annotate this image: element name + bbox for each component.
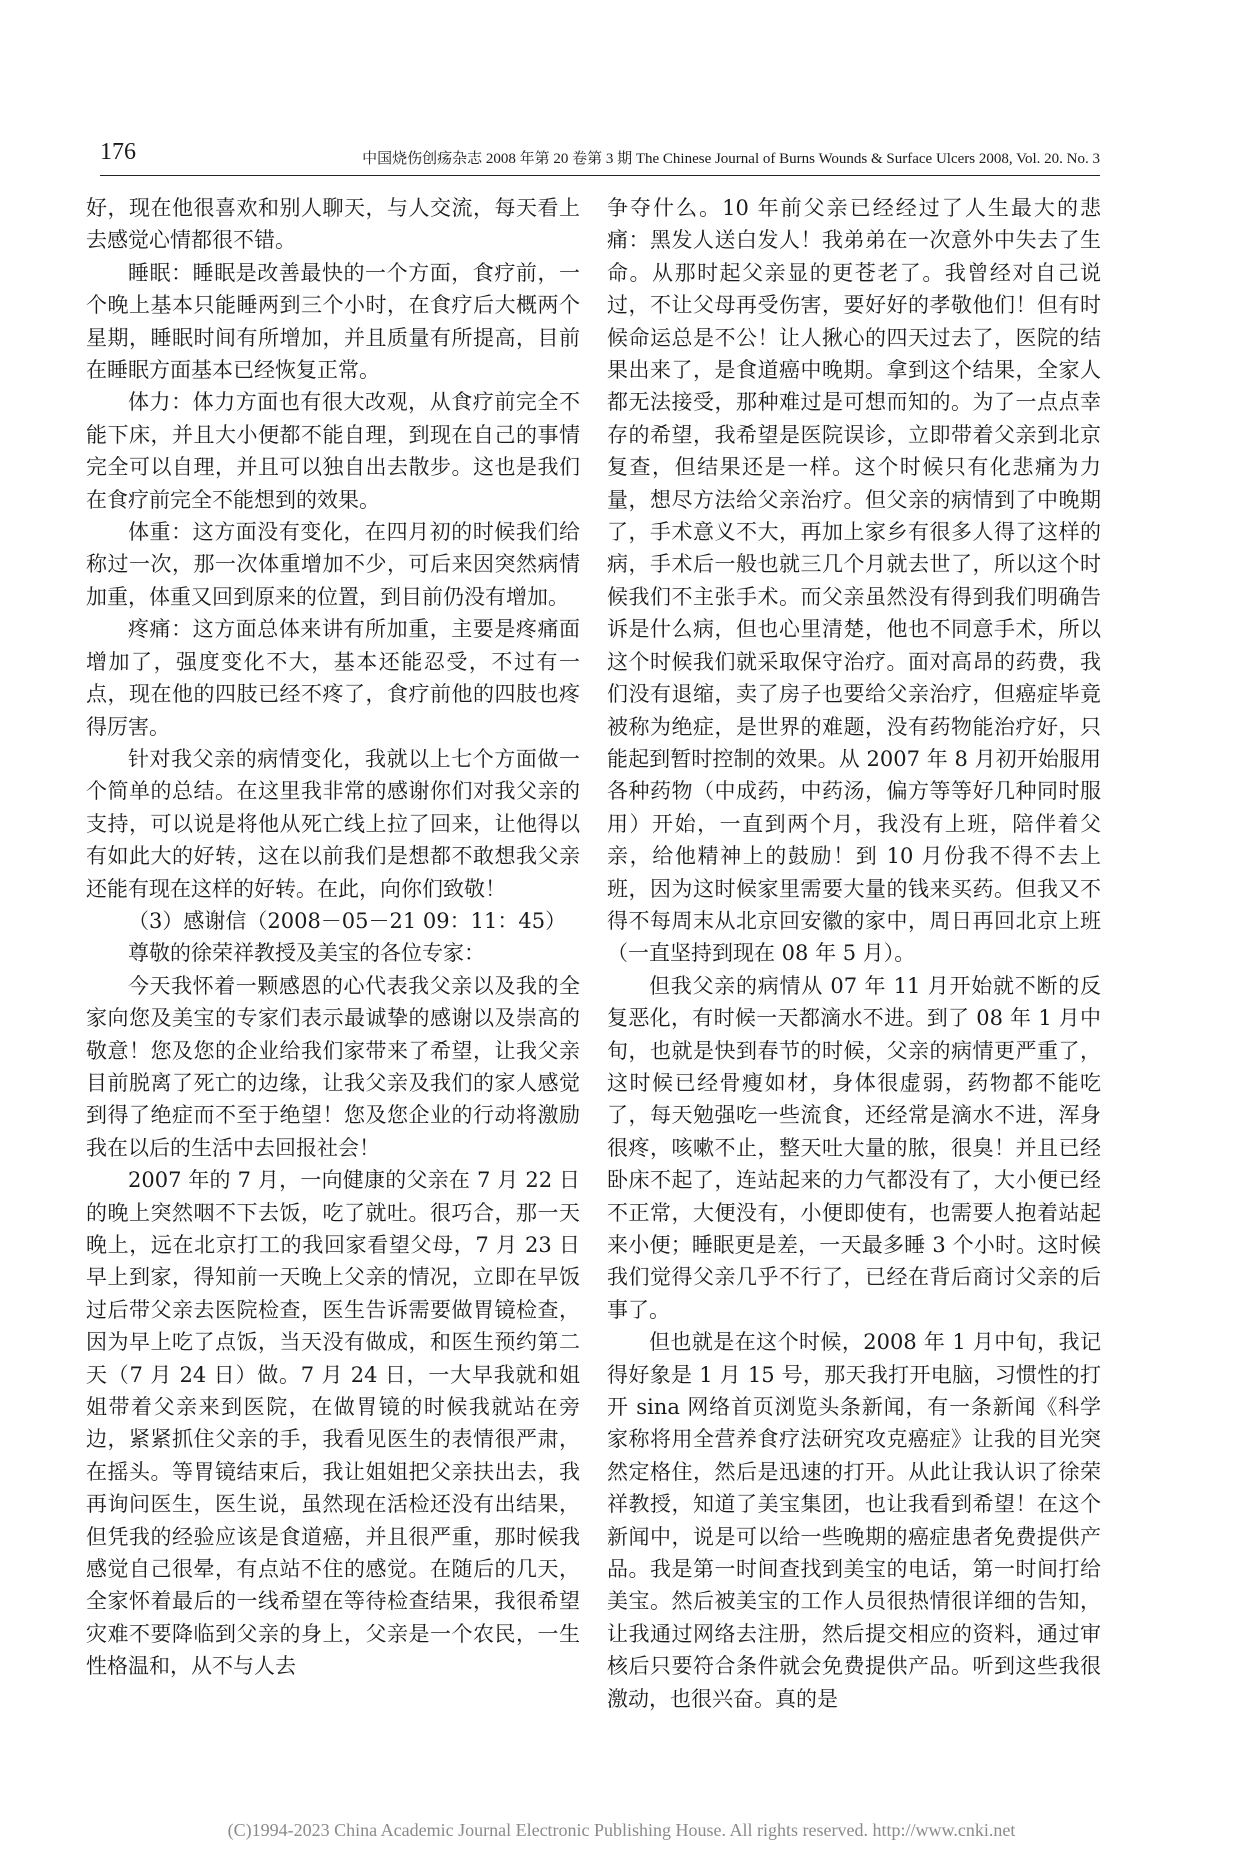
page-number: 176 [100,139,136,165]
left-text-column [86,192,580,1683]
paragraph: 今天我怀着一颗感恩的心代表我父亲以及我的全家向您及美宝的专家们表示最诚挚的感谢以及崇高的敬意！您及您的企业给我们家带来了希望，让我父亲目前脱离了死亡的边缘，让我父亲及我们的家人感觉到得了绝症而不至于绝望！您及您企业的行动将激励我在以后的生活中去回报社会！ [86,973,580,1160]
paragraph: 针对我父亲的病情变化，我就以上七个方面做一个简单的总结。在这里我非常的感谢你们对我父亲的支持，可以说是将他从死亡线上拉了回来，让他得以有如此大的好转，这在以前我们是想都不敢想我父亲还能有现在这样的好转。在此，向你们致敬！ [86,746,580,901]
paragraph: （3）感谢信（2008－05－21 09：11：45） [128,908,567,933]
right-text-column [607,192,1101,1715]
paragraph: 好，现在他很喜欢和别人聊天，与人交流，每天看上去感觉心情都很不错。 [86,196,580,253]
paragraph: 但我父亲的病情从 07 年 11 月开始就不断的反复恶化，有时候一天都滴水不进。到了 08 年 1 月中旬，也就是快到春节的时候，父亲的病情更严重了，这时候已经骨瘦如材，身体很虚弱，药物都不能吃了，每天勉强吃一些流食，还经常是滴水不进，浑身很疼，咳嗽不止，整天吐大量的脓，很臭！并且已经卧床不起了，连站起来的力气都没有了，大小便已经不正常，大便没有，小便即使有，也需要人抱着站起来小便；睡眠更是差，一天最多睡 3 个小时。这时候我们觉得父亲几乎不行了，已经在背后商讨父亲的后事了。 [607,973,1101,1322]
paragraph: 尊敬的徐荣祥教授及美宝的各位专家： [128,941,485,966]
journal-citation: 中国烧伤创疡杂志 2008 年第 20 卷第 3 期 The Chinese Journal of Burns Wounds & Surface Ulcers 2008, Vol. 20. No. 3 [362,151,1100,167]
paragraph: 体重：这方面没有变化，在四月初的时候我们给称过一次，那一次体重增加不少，可后来因突然病情加重，体重又回到原来的位置，到目前仍没有增加。 [86,520,580,609]
paragraph: 体力：体力方面也有很大改观，从食疗前完全不能下床，并且大小便都不能自理，到现在自己的事情完全可以自理，并且可以独自出去散步。这也是我们在食疗前完全不能想到的效果。 [86,390,580,512]
paragraph: 疼痛：这方面总体来讲有所加重，主要是疼痛面增加了，强度变化不大，基本还能忍受，不过有一点，现在他的四肢已经不疼了，食疗前他的四肢也疼得厉害。 [86,617,580,739]
paragraph: 争夺什么。10 年前父亲已经经过了人生最大的悲痛：黑发人送白发人！我弟弟在一次意外中失去了生命。从那时起父亲显的更苍老了。我曾经对自己说过，不让父母再受伤害，要好好的孝敬他们！但有时候命运总是不公！让人揪心的四天过去了，医院的结果出来了，是食道癌中晚期。拿到这个结果，全家人都无法接受，那种难过是可想而知的。为了一点点幸存的希望，我希望是医院误诊，立即带着父亲到北京复查，但结果还是一样。这个时候只有化悲痛为力量，想尽方法给父亲治疗。但父亲的病情到了中晚期了，手术意义不大，再加上家乡有很多人得了这样的病，手术后一般也就三几个月就去世了，所以这个时候我们不主张手术。而父亲虽然没有得到我们明确告诉是什么病，但也心里清楚，他也不同意手术，所以这个时候我们就采取保守治疗。面对高昂的药费，我们没有退缩，卖了房子也要给父亲治疗，但癌症毕竟被称为绝症，是世界的难题，没有药物能治疗好，只能起到暂时控制的效果。从 2007 年 8 月初开始服用各种药物（中成药，中药汤，偏方等等好几种同时服用）开始，一直到两个月，我没有上班，陪伴着父亲，给他精神上的鼓励！到 10 月份我不得不去上班，因为这时候家里需要大量的钱来买药。但我又不得不每周末从北京回安徽的家中，周日再回北京上班（一直坚持到现在 08 年 5 月）。 [607,196,1101,966]
paragraph: 睡眠：睡眠是改善最快的一个方面，食疗前，一个晚上基本只能睡两到三个小时，在食疗后大概两个星期，睡眠时间有所增加，并且质量有所提高，目前在睡眠方面基本已经恢复正常。 [86,260,580,383]
paragraph: 但也就是在这个时候，2008 年 1 月中旬，我记得好象是 1 月 15 号，那天我打开电脑，习惯性的打开 sina 网络首页浏览头条新闻，有一条新闻《科学家称将用全营养食疗法研究攻克癌症》让我的目光突然定格住，然后是迅速的打开。从此让我认识了徐荣祥教授，知道了美宝集团，也让我看到希望！在这个新闻中，说是可以给一些晚期的癌症患者免费提供产品。我是第一时间查找到美宝的电话，第一时间打给美宝。然后被美宝的工作人员很热情很详细的告知，让我通过网络去注册，然后提交相应的资料，通过审核后只要符合条件就会免费提供产品。听到这些我很激动，也很兴奋。真的是 [607,1330,1101,1711]
copyright-footer: (C)1994-2023 China Academic Journal Electronic Publishing House. All rights reserved. http://www.cnki.net [227,1820,1016,1840]
running-header [100,139,1100,176]
paragraph: 2007 年的 7 月，一向健康的父亲在 7 月 22 日的晚上突然咽不下去饭，吃了就吐。很巧合，那一天晚上，远在北京打工的我回家看望父母，7 月 23 日早上到家，得知前一天晚上父亲的情况，立即在早饭过后带父亲去医院检查，医生告诉需要做胃镜检查，因为早上吃了点饭，当天没有做成，和医生预约第二天（7 月 24 日）做。7 月 24 日，一大早我就和姐姐带着父亲来到医院，在做胃镜的时候我就站在旁边，紧紧抓住父亲的手，我看见医生的表情很严肃，在摇头。等胃镜结束后，我让姐姐把父亲扶出去，我再询问医生，医生说，虽然现在活检还没有出结果，但凭我的经验应该是食道癌，并且很严重，那时候我感觉自己很晕，有点站不住的感觉。在随后的几天，全家怀着最后的一线希望在等待检查结果，我很希望灾难不要降临到父亲的身上，父亲是一个农民，一生性格温和，从不与人去 [86,1168,580,1679]
